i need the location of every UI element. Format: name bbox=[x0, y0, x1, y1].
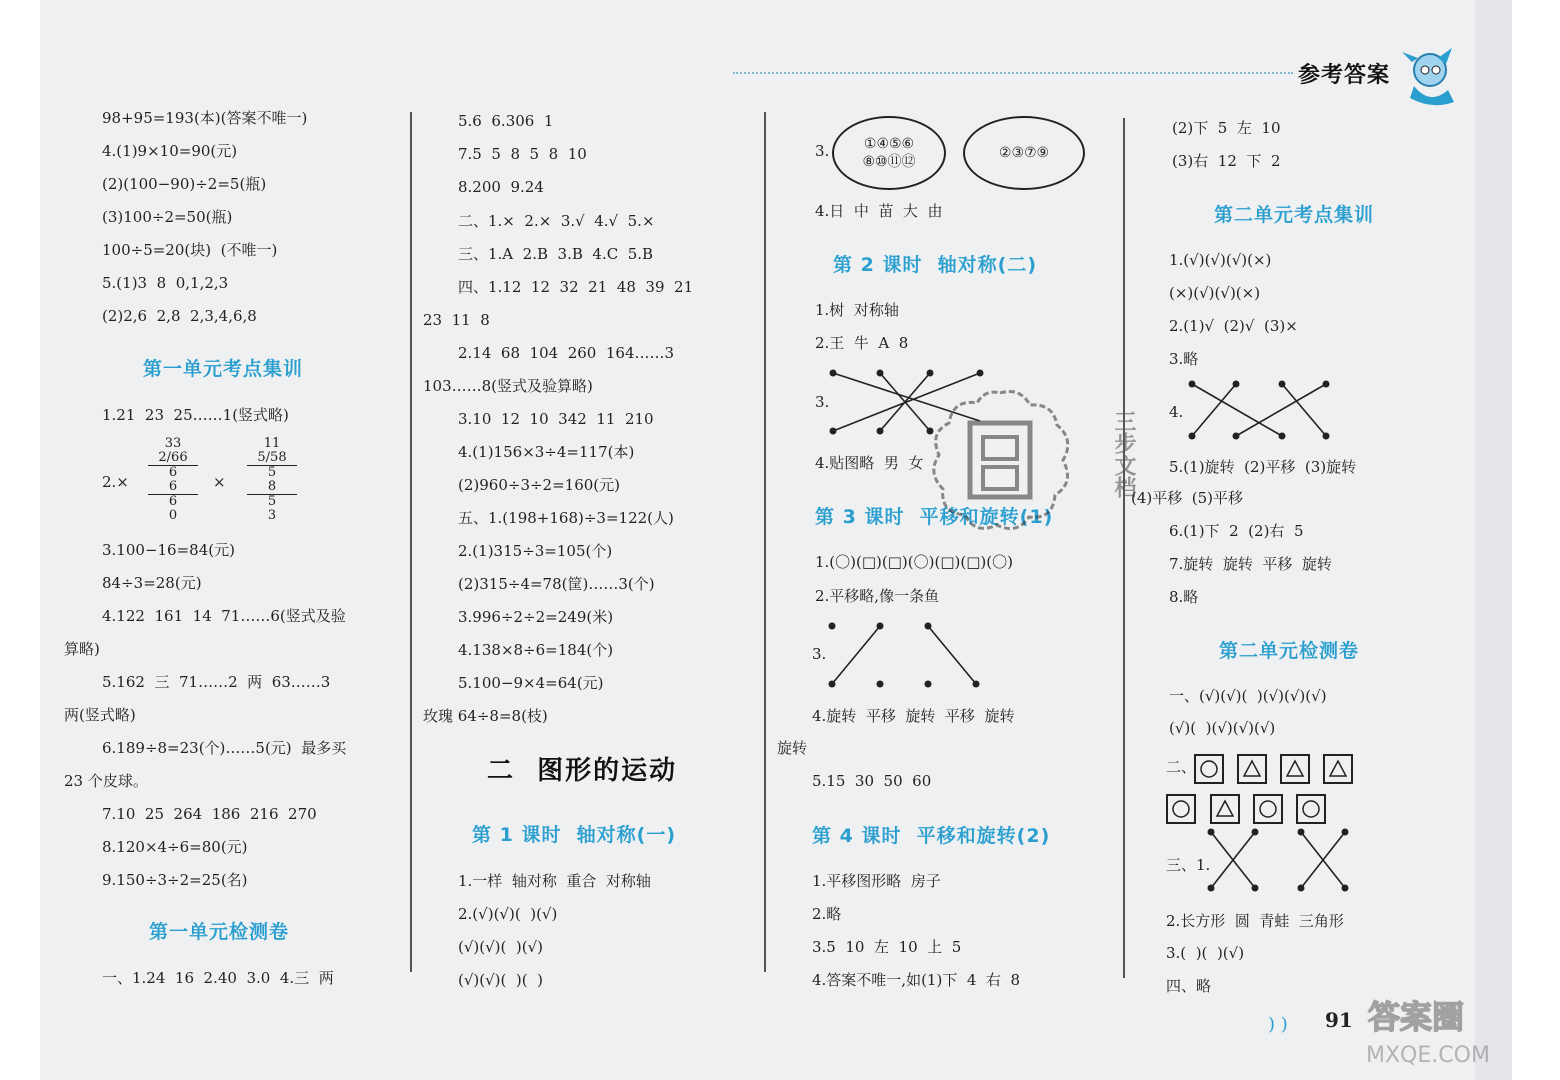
answer-line: (2)315÷4=78(筐)……3(个) bbox=[458, 575, 655, 593]
square-circle-icon bbox=[1253, 794, 1283, 824]
column-divider bbox=[1123, 118, 1125, 978]
answer-line: 3.996÷2÷2=249(米) bbox=[458, 608, 614, 626]
answer-line: 8.200 9.24 bbox=[458, 178, 544, 196]
answer-line: 9.150÷3÷2=25(名) bbox=[102, 871, 248, 889]
answer-line: 三、1. bbox=[1166, 856, 1211, 874]
seal-stamp bbox=[925, 385, 1075, 535]
answer-line: 7.10 25 264 186 216 270 bbox=[102, 805, 317, 823]
answer-line: 6.189÷8=23(个)……5(元) 最多买 bbox=[102, 739, 347, 757]
answer-line: 5.6 6.306 1 bbox=[458, 112, 554, 130]
side-note: 三步文档 bbox=[1111, 410, 1136, 498]
answer-line: 4.旋转 平移 旋转 平移 旋转 bbox=[812, 707, 1015, 725]
square-triangle-icon bbox=[1323, 754, 1353, 784]
answer-line: (3)右 12 下 2 bbox=[1172, 152, 1281, 170]
answer-line: 4.日 中 苗 大 由 bbox=[815, 202, 943, 220]
answer-line: 2.略 bbox=[812, 905, 842, 923]
answer-line: (2)(100−90)÷2=5(瓶) bbox=[102, 175, 267, 193]
answer-line: 8.120×4÷6=80(元) bbox=[102, 838, 248, 856]
answer-line: 2.平移略,像一条鱼 bbox=[815, 587, 940, 605]
matching-lines-diagram bbox=[824, 618, 984, 693]
answer-line: 4.(1)156×3÷4=117(本) bbox=[458, 443, 635, 461]
answer-line: 3.10 12 10 342 11 210 bbox=[458, 410, 654, 428]
answer-line: 7.5 5 8 5 8 10 bbox=[458, 145, 587, 163]
column-divider bbox=[410, 112, 412, 972]
answer-line: 6.(1)下 2 (2)右 5 bbox=[1169, 522, 1304, 540]
answer-line: 四、略 bbox=[1166, 977, 1212, 995]
answer-line: (4)平移 (5)平移 bbox=[1131, 489, 1244, 507]
answer-line: 84÷3=28(元) bbox=[102, 574, 202, 592]
answer-line: (√)( )(√)(√)(√) bbox=[1169, 719, 1276, 737]
answer-line: 23 个皮球。 bbox=[64, 772, 148, 790]
answer-line: 一、(√)(√)( )(√)(√)(√) bbox=[1169, 687, 1327, 705]
section-title: 第 3 课时 平移和旋转(1) bbox=[815, 506, 1054, 528]
page-number-decoration: ) ) bbox=[1268, 1014, 1288, 1035]
answer-line: 4.122 161 14 71……6(竖式及验 bbox=[102, 607, 346, 625]
answer-line: 98+95=193(本)(答案不唯一) bbox=[102, 109, 308, 127]
answer-line: 2.14 68 104 260 164……3 bbox=[458, 344, 675, 362]
square-circle-icon bbox=[1296, 794, 1326, 824]
answer-line: 两(竖式略) bbox=[64, 706, 136, 724]
answer-line: 2.长方形 圆 青蛙 三角形 bbox=[1166, 912, 1344, 930]
answer-line: 4.答案不唯一,如(1)下 4 右 8 bbox=[812, 971, 1021, 989]
svg-text:答案圈: 答案圈 bbox=[1368, 998, 1465, 1036]
answer-line: 1.平移图形略 房子 bbox=[812, 872, 941, 890]
answer-line: (√)(√)( )(√) bbox=[458, 938, 544, 956]
answer-line: 3.略 bbox=[1169, 350, 1199, 368]
page-number: 91 bbox=[1325, 1008, 1353, 1032]
answer-line: 三、1.A 2.B 3.B 4.C 5.B bbox=[458, 245, 654, 263]
answer-line: 旋转 bbox=[777, 739, 808, 757]
answer-line: 4.贴图略 男 女 bbox=[815, 454, 924, 472]
answer-line: 3. bbox=[812, 645, 827, 663]
watermark-logo bbox=[1360, 990, 1510, 1070]
answer-line: (×)(√)(√)(×) bbox=[1169, 284, 1261, 302]
square-triangle-icon bbox=[1210, 794, 1240, 824]
answer-line: 算略) bbox=[64, 640, 100, 658]
section-title: 第一单元检测卷 bbox=[149, 921, 290, 943]
answer-line: 4. bbox=[1169, 403, 1184, 421]
answer-line: 玫瑰 64÷8=8(枝) bbox=[423, 707, 548, 725]
matching-lines-diagram bbox=[1186, 378, 1332, 444]
chapter-title: 二 图形的运动 bbox=[487, 756, 678, 786]
answer-line: 2.× bbox=[102, 473, 129, 491]
section-title: 第二单元考点集训 bbox=[1214, 204, 1375, 226]
answer-line: 1.(√)(√)(√)(×) bbox=[1169, 251, 1272, 269]
section-title: 第二单元检测卷 bbox=[1219, 640, 1360, 662]
answer-line: 1.21 23 25……1(竖式略) bbox=[102, 406, 289, 424]
answer-line: 103……8(竖式及验算略) bbox=[423, 377, 593, 395]
answer-line: 23 11 8 bbox=[423, 311, 490, 329]
section-title: 第 4 课时 平移和旋转(2) bbox=[812, 825, 1051, 847]
answer-line: 2.(1)315÷3=105(个) bbox=[458, 542, 613, 560]
header-rule bbox=[733, 72, 1293, 74]
answer-line: 1.(〇)(□)(□)(〇)(□)(□)(〇) bbox=[815, 553, 1013, 571]
answer-line: 1.一样 轴对称 重合 对称轴 bbox=[458, 872, 651, 890]
column-divider bbox=[764, 112, 766, 972]
answer-line: (2)960÷3÷2=160(元) bbox=[458, 476, 621, 494]
number-group-ellipse: ①④⑤⑥ ⑧⑩⑪⑫ bbox=[832, 116, 946, 190]
answer-line: 3.( )( )(√) bbox=[1166, 944, 1245, 962]
answer-line: × bbox=[213, 473, 226, 491]
answer-line: 5.(1)3 8 0,1,2,3 bbox=[102, 274, 229, 292]
long-division-2: 11 5/58 5 8 5 3 bbox=[247, 437, 297, 523]
square-circle-icon bbox=[1194, 754, 1224, 784]
answer-line: 4.138×8÷6=184(个) bbox=[458, 641, 614, 659]
answer-line: 3. bbox=[815, 393, 830, 411]
answer-line: 四、1.12 12 32 21 48 39 21 bbox=[458, 278, 694, 296]
answer-line: 7.旋转 旋转 平移 旋转 bbox=[1169, 555, 1332, 573]
square-triangle-icon bbox=[1280, 754, 1310, 784]
answer-line: 3.100−16=84(元) bbox=[102, 541, 235, 559]
number-group-ellipse: ②③⑦⑨ bbox=[963, 116, 1085, 190]
header-title: 参考答案 bbox=[1298, 63, 1391, 88]
answer-line: 5.162 三 71……2 两 63……3 bbox=[102, 673, 331, 691]
matching-lines-diagram bbox=[1205, 826, 1365, 896]
svg-text:MXQE.COM: MXQE.COM bbox=[1366, 1043, 1490, 1068]
page-fold bbox=[1475, 0, 1512, 1080]
answer-line: (2)2,6 2,8 2,3,4,6,8 bbox=[102, 307, 257, 325]
section-title: 第 1 课时 轴对称(一) bbox=[472, 824, 677, 846]
answer-line: 4.(1)9×10=90(元) bbox=[102, 142, 238, 160]
section-title: 第 2 课时 轴对称(二) bbox=[833, 254, 1038, 276]
mascot-icon bbox=[1392, 40, 1462, 110]
answer-line: 1.树 对称轴 bbox=[815, 301, 899, 319]
answer-line: 8.略 bbox=[1169, 588, 1199, 606]
square-circle-icon bbox=[1166, 794, 1196, 824]
long-division-1: 33 2/66 6 6 6 0 bbox=[148, 437, 198, 523]
answer-line: 3. bbox=[815, 142, 830, 160]
answer-line: 100÷5=20(块) (不唯一) bbox=[102, 241, 278, 259]
answer-line: (3)100÷2=50(瓶) bbox=[102, 208, 233, 226]
answer-line: 一、1.24 16 2.40 3.0 4.三 两 bbox=[102, 969, 334, 987]
answer-line: 2.王 牛 A 8 bbox=[815, 334, 909, 352]
answer-line: (√)(√)( )( ) bbox=[458, 971, 544, 989]
answer-line: 二、 bbox=[1166, 758, 1197, 776]
answer-line: 3.5 10 左 10 上 5 bbox=[812, 938, 962, 956]
answer-line: 五、1.(198+168)÷3=122(人) bbox=[458, 509, 674, 527]
answer-line: 2.(1)√ (2)√ (3)× bbox=[1169, 317, 1298, 335]
answer-line: 二、1.× 2.× 3.√ 4.√ 5.× bbox=[458, 212, 655, 230]
answer-line: (2)下 5 左 10 bbox=[1172, 119, 1281, 137]
answer-line: 5.100−9×4=64(元) bbox=[458, 674, 604, 692]
answer-line: 5.(1)旋转 (2)平移 (3)旋转 bbox=[1169, 458, 1357, 476]
square-triangle-icon bbox=[1237, 754, 1267, 784]
answer-line: 2.(√)(√)( )(√) bbox=[458, 905, 558, 923]
section-title: 第一单元考点集训 bbox=[143, 358, 304, 380]
answer-line: 5.15 30 50 60 bbox=[812, 772, 932, 790]
